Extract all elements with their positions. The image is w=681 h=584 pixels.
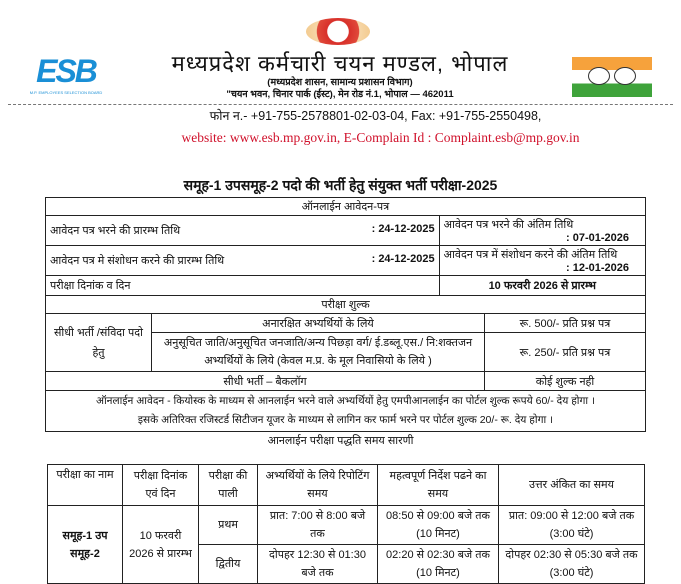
- fees-group-label: सीधी भर्ती /संविदा पदो हेतु: [46, 314, 152, 372]
- answer-time: प्रात: 09:00 से 12:00 बजे तक (3:00 घंटे): [499, 506, 645, 545]
- contact-phone: फोन न.- +91-755-2578801-02-03-04, Fax: +91-755-2550498,: [209, 109, 542, 123]
- spectacles-left-icon: [588, 67, 610, 85]
- esb-logo: [22, 52, 110, 98]
- application-heading: ऑनलाईन आवेदन-पत्र: [46, 198, 646, 216]
- col-header: उत्तर अंकित का समय: [499, 465, 645, 506]
- edit-end-cell: [439, 246, 645, 276]
- col-header: परीक्षा दिनांक एवं दिन: [123, 465, 199, 506]
- value: : 24-12-2025: [371, 223, 435, 235]
- app-end-cell: [439, 216, 645, 246]
- org-name: मध्यप्रदेश कर्मचारी चयन मण्डल, भोपाल: [171, 51, 509, 76]
- label: आवेदन पत्र मे संशोधन करने की प्रारम्भ तिथि: [50, 255, 225, 267]
- reporting-time: दोपहर 12:30 से 01:30 बजे तक: [258, 545, 378, 584]
- esb-logo-tagline: M.P. EMPLOYEES SELECTION BOARD: [29, 90, 103, 95]
- contact-website[interactable]: website: www.esb.mp.gov.in, E-Complain Id : Complaint.esb@mp.gov.in: [181, 130, 580, 145]
- value: : 07-01-2026: [566, 232, 629, 244]
- fee-reserved-value: रू. 250/- प्रति प्रश्न पत्र: [485, 333, 646, 372]
- edit-start-cell: [46, 246, 440, 276]
- fee-unreserved-value: रू. 500/- प्रति प्रश्न पत्र: [485, 314, 646, 333]
- fees-heading: परीक्षा शुल्क: [46, 296, 646, 314]
- exam-date: 10 फरवरी 2026 से प्रारम्भ: [123, 506, 199, 584]
- schedule-caption: आनलाईन परीक्षा पद्धति समय सारणी: [267, 435, 414, 447]
- document-body: [0, 197, 681, 584]
- exam-date-value: 10 फरवरी 2026 से प्रारम्भ: [439, 276, 645, 296]
- app-start-cell: [46, 216, 440, 246]
- schedule-table: [47, 464, 645, 584]
- col-header: परीक्षा का नाम: [48, 465, 123, 506]
- application-table: [45, 197, 646, 432]
- spectacles-right-icon: [614, 67, 636, 85]
- exam-date-label: परीक्षा दिनांक व दिन: [46, 276, 440, 296]
- col-header: अभ्यर्थियों के लिये रिपोटिंग समय: [258, 465, 378, 506]
- portal-fee-notes: [46, 391, 646, 432]
- value: : 24-12-2025: [371, 253, 435, 265]
- divider: [8, 104, 673, 105]
- col-header: परीक्षा की पाली: [199, 465, 258, 506]
- portal-fee-note-citizen: इसके अतिरिक्त रजिस्टर्ड सिटीजन यूजर के माध्यम से लागिन कर फार्म भरने पर पोर्टल शुल्क 20/- रू. देय होगा ।: [137, 414, 554, 426]
- org-department: (मध्यप्रदेश शासन, सामान्य प्रशासन विभाग): [267, 77, 413, 88]
- mp-emblem-icon: [306, 18, 370, 45]
- label: आवेदन पत्र भरने की प्रारम्भ तिथि: [50, 225, 181, 237]
- fee-backlog-value: कोई शुल्क नही: [485, 372, 646, 391]
- answer-time: दोपहर 02:30 से 05:30 बजे तक (3:00 घंटे): [499, 545, 645, 584]
- org-address: "चयन भवन, चिनार पार्क (ईस्ट), मेन रोड नं.1, भोपाल — 462011: [226, 89, 454, 100]
- document-title: समूह-1 उपसमूह-2 पदो की भर्ती हेतु संयुक्त भर्ती परीक्षा-2025: [183, 177, 498, 193]
- instruction-time: 08:50 से 09:00 बजे तक (10 मिनट): [378, 506, 499, 545]
- esb-logo-text: ESB: [36, 53, 96, 89]
- swachh-bharat-logo: [572, 57, 652, 97]
- table-row: [48, 506, 645, 545]
- portal-fee-note-kiosk: ऑनलाईन आवेदन - कियोस्क के माध्यम से आनलाईन भरने वाले अभ्यर्थियों हेतु एमपीआनलाईन का पोर्टल शुल्क रूपये 60/- देय होगा ।: [95, 395, 596, 407]
- exam-name: समूह-1 उप समूह-2: [48, 506, 123, 584]
- fee-backlog-label: सीधी भर्ती – बैकलॉग: [46, 372, 485, 391]
- instruction-time: 02:20 से 02:30 बजे तक (10 मिनट): [378, 545, 499, 584]
- label: आवेदन पत्र में संशोधन करने की अंतिम तिथि: [443, 249, 618, 261]
- col-header: महत्वपूर्ण निर्देश पढने का समय: [378, 465, 499, 506]
- reporting-time: प्रात: 7:00 से 8:00 बजे तक: [258, 506, 378, 545]
- label: आवेदन पत्र भरने की अंतिम तिथि: [443, 219, 574, 231]
- fee-reserved-label: अनुसूचित जाति/अनुसूचित जनजाति/अन्य पिछड़ा वर्ग/ ई.डब्लू.एस./ नि:शक्तजन अभ्यर्थियों के लिये (केवल म.प्र. के मूल निवासियो के लिये ): [152, 333, 485, 372]
- value: : 12-01-2026: [566, 262, 629, 274]
- fee-unreserved-label: अनारक्षित अभ्यर्थियों के लिये: [152, 314, 485, 333]
- shift: प्रथम: [199, 506, 258, 545]
- shift: द्वितीय: [199, 545, 258, 584]
